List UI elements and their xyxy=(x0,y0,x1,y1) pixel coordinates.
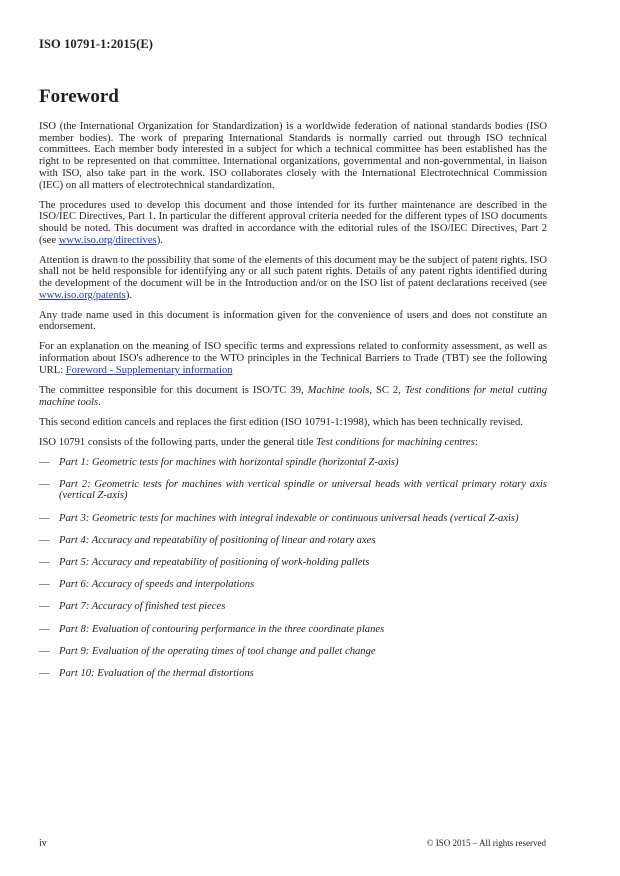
dash-bullet: — xyxy=(39,478,50,490)
paragraph-text: ). xyxy=(156,234,163,246)
paragraph-text: Attention is drawn to the possibility that some of the elements of this document may be the subject of patent rights. ISO shall not be held responsible for identifying any or all such patent rights. Details of any patent rights identified during the development of the document will be in the Introduction and/or on the ISO list of patent declarations received (see xyxy=(39,254,547,290)
part-text: Part 2: Geometric tests for machines with vertical spindle or universal heads with vertical primary rotary axis (vertical Z-axis) xyxy=(59,478,547,502)
paragraph-text: : xyxy=(474,436,478,448)
part-text: Part 5: Accuracy and repeatability of positioning of work-holding pallets xyxy=(59,557,370,569)
page-number: iv xyxy=(39,838,47,849)
subcommittee-name: Test conditions for metal cutting machine tools xyxy=(39,384,547,408)
dash-bullet: — xyxy=(39,579,50,591)
parts-list xyxy=(39,457,547,680)
part-text: Part 9: Evaluation of the operating times of tool change and pallet change xyxy=(59,645,376,657)
list-item xyxy=(39,668,547,680)
list-item xyxy=(39,557,547,569)
supplementary-information-link[interactable]: Foreword - Supplementary information xyxy=(65,364,233,376)
paragraph-text: . xyxy=(98,396,101,408)
dash-bullet: — xyxy=(39,456,50,468)
list-item xyxy=(39,624,547,636)
dash-bullet: — xyxy=(39,601,50,613)
part-text: Part 10: Evaluation of the thermal distortions xyxy=(59,668,254,680)
list-item xyxy=(39,513,547,525)
paragraph-trade-name: Any trade name used in this document is information given for the convenience of users and does not constitute an endorsement. xyxy=(39,309,547,333)
paragraph-text: The committee responsible for this document is ISO/TC 39, xyxy=(39,384,308,396)
copyright-notice: © ISO 2015 – All rights reserved xyxy=(426,838,546,848)
paragraph-text: The procedures used to develop this document and those intended for its further maintenance are described in the ISO/IEC Directives, Part 1. In particular the different approval criteria needed for the different types of ISO documents should be noted. This document was drafted in accordance with the editorial rules of the ISO/IEC Directives, Part 2 (see xyxy=(39,199,547,246)
paragraph-text: ISO 10791 consists of the following parts, under the general title xyxy=(39,436,317,448)
dash-bullet: — xyxy=(39,645,50,657)
paragraph-text: , SC 2, xyxy=(369,384,405,396)
dash-bullet: — xyxy=(39,512,50,524)
paragraph-iso-intro: ISO (the International Organization for Standardization) is a worldwide federation of national standards bodies (ISO member bodies). The work of preparing International Standards is normally carried out through ISO technical committees. Each member body interested in a subject for which a technical committee has been established has the right to be represented on that committee. International organizations, governmental and non-governmental, in liaison with ISO, also take part in the work. ISO collaborates closely with the International Electrotechnical Commission (IEC) on all matters of electrotechnical standardization. xyxy=(39,121,547,191)
paragraph-text: For an explanation on the meaning of ISO specific terms and expressions related to conformity assessment, as well as information about ISO's adherence to the WTO principles in the Technical Barriers to Trade (TBT) see the following URL: xyxy=(39,341,547,376)
general-title: Test conditions for machining centres xyxy=(316,436,475,448)
document-id-header: ISO 10791-1:2015(E) xyxy=(39,37,154,51)
paragraph-text: ). xyxy=(125,289,132,301)
list-item xyxy=(39,646,547,658)
paragraph-patents xyxy=(39,255,547,302)
dash-bullet: — xyxy=(39,623,50,635)
paragraph-procedures xyxy=(39,200,547,247)
dash-bullet: — xyxy=(39,668,50,680)
list-item xyxy=(39,601,547,613)
patents-link[interactable]: www.iso.org/patents xyxy=(39,289,126,301)
section-title: Foreword xyxy=(39,86,119,107)
dash-bullet: — xyxy=(39,534,50,546)
paragraph-edition: This second edition cancels and replaces the first edition (ISO 10791-1:1998), which has been technically revised. xyxy=(39,416,523,428)
dash-bullet: — xyxy=(39,557,50,569)
committee-name: Machine tools xyxy=(307,384,370,396)
directives-link[interactable]: www.iso.org/directives xyxy=(58,234,157,246)
list-item xyxy=(39,457,547,469)
part-text: Part 3: Geometric tests for machines with integral indexable or continuous universal heads (vertical Z-axis) xyxy=(59,512,519,524)
paragraph-parts-intro xyxy=(39,437,547,449)
foreword-body xyxy=(39,121,547,690)
list-item xyxy=(39,479,547,502)
part-text: Part 6: Accuracy of speeds and interpolations xyxy=(59,579,255,591)
part-text: Part 7: Accuracy of finished test pieces xyxy=(59,601,226,613)
list-item xyxy=(39,579,547,591)
part-text: Part 8: Evaluation of contouring performance in the three coordinate planes xyxy=(59,623,385,635)
paragraph-conformity xyxy=(39,341,547,376)
part-text: Part 1: Geometric tests for machines with horizontal spindle (horizontal Z-axis) xyxy=(59,456,399,468)
part-text: Part 4: Accuracy and repeatability of positioning of linear and rotary axes xyxy=(59,534,376,546)
paragraph-committee xyxy=(39,385,547,408)
list-item xyxy=(39,535,547,547)
